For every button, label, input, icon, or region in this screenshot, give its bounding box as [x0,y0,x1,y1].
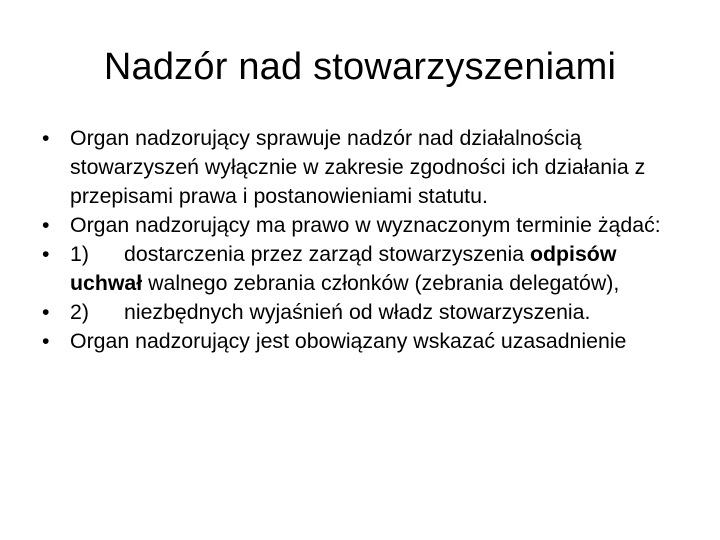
bullet-list [42,124,682,356]
bullet-text: walnego zebrania członków (zebrania delegatów), [142,271,620,295]
bullet-dot-icon: • [42,329,50,353]
bullet-text: Organ nadzorujący jest obowiązany wskazać uzasadnienie [70,329,627,353]
bullet-number: 1) [70,242,89,266]
bullet-text: Organ nadzorujący ma prawo w wyznaczonym terminie żądać: [70,213,661,237]
bullet-item [42,327,682,356]
bullet-dot-icon: • [42,126,50,150]
bullet-item [42,124,682,211]
bullet-dot-icon: • [42,300,50,324]
bullet-item [42,211,682,240]
bullet-text: niezbędnych wyjaśnień od władz stowarzyszenia. [124,300,591,324]
slide-title: Nadzór nad stowarzyszeniami [103,46,617,88]
bullet-text: Organ nadzorujący sprawuje nadzór nad działalnością stowarzyszeń wyłącznie w zakresie zgodności ich działania z przepisami prawa i postanowieniami statutu. [70,126,646,208]
bullet-bold-text: odpisów uchwał [70,242,617,295]
bullet-number: 2) [70,300,89,324]
bullet-item [42,240,682,298]
bullet-dot-icon: • [42,242,50,266]
bullet-text: dostarczenia przez zarząd stowarzyszenia [124,242,531,266]
bullet-item [42,298,682,327]
bullet-dot-icon: • [42,213,50,237]
